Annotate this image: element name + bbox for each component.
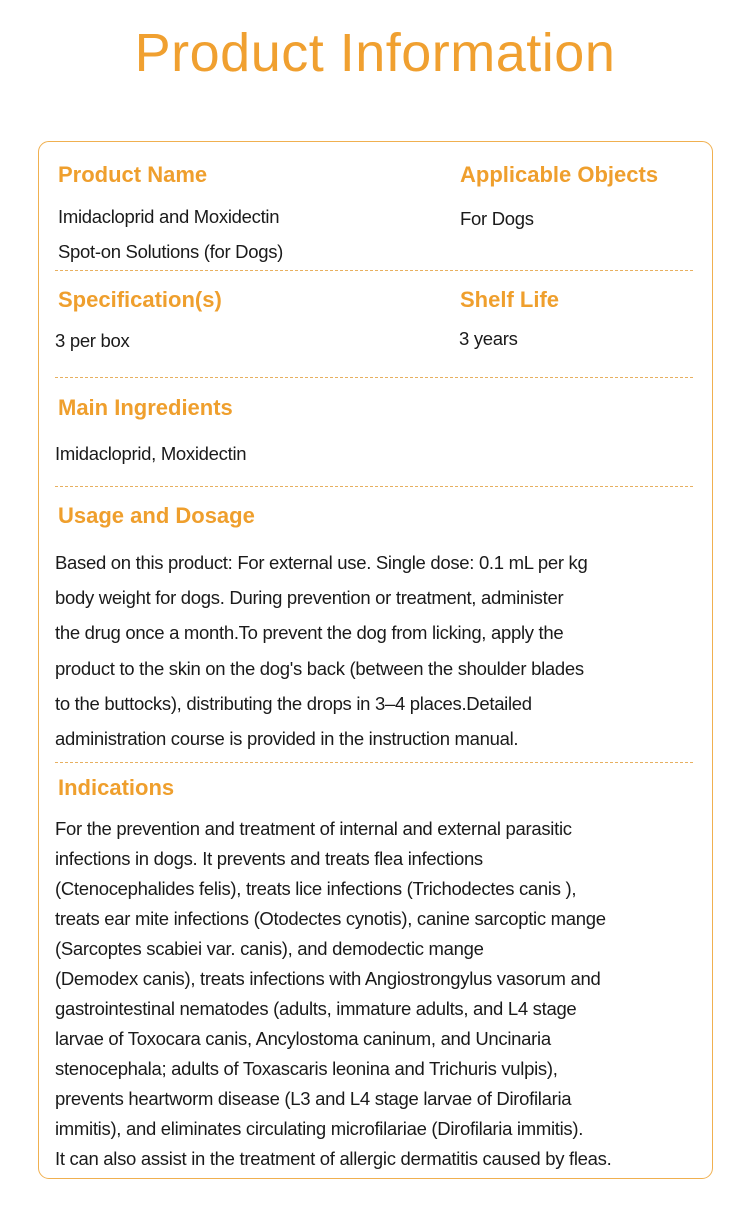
product-name-value: [58, 199, 283, 269]
specifications-value: 3 per box: [55, 330, 130, 351]
text-line: administration course is provided in the instruction manual.: [55, 728, 519, 750]
text-line: prevents heartworm disease (L3 and L4 stage larvae of Dirofilaria: [55, 1088, 572, 1109]
applicable-objects-label: Applicable Objects: [460, 162, 659, 187]
divider: [55, 762, 693, 763]
text-line: (Ctenocephalides felis), treats lice infections (Trichodectes canis ),: [55, 878, 577, 899]
specifications-label: Specification(s): [58, 287, 222, 312]
text-line: treats ear mite infections (Otodectes cynotis), canine sarcoptic mange: [55, 908, 606, 929]
divider: [55, 377, 693, 378]
text-line: Spot-on Solutions (for Dogs): [58, 241, 284, 262]
text-line: (Demodex canis), treats infections with Angiostrongylus vasorum and: [55, 968, 601, 989]
usage-label: Usage and Dosage: [58, 503, 255, 528]
main-ingredients-value: Imidacloprid, Moxidectin: [55, 443, 247, 464]
text-line: the drug once a month.To prevent the dog from licking, apply the: [55, 622, 564, 644]
shelf-life-label: Shelf Life: [460, 287, 560, 312]
indications-text: [55, 814, 611, 1174]
text-line: Imidacloprid and Moxidectin: [58, 206, 280, 227]
product-name-label: Product Name: [58, 162, 208, 187]
applicable-objects-value: For Dogs: [460, 208, 534, 229]
text-line: It can also assist in the treatment of allergic dermatitis caused by fleas.: [55, 1148, 612, 1169]
shelf-life-value: 3 years: [459, 328, 518, 349]
text-line: body weight for dogs. During prevention or treatment, administer: [55, 587, 564, 609]
divider: [55, 486, 693, 487]
main-ingredients-label: Main Ingredients: [58, 395, 233, 420]
text-line: gastrointestinal nematodes (adults, immature adults, and L4 stage: [55, 998, 577, 1019]
usage-text: [55, 545, 587, 756]
text-line: (Sarcoptes scabiei var. canis), and demodectic mange: [55, 938, 484, 959]
text-line: Based on this product: For external use. Single dose: 0.1 mL per kg: [55, 552, 588, 573]
text-line: to the buttocks), distributing the drops in 3–4 places.Detailed: [55, 692, 532, 714]
text-line: product to the skin on the dog's back (between the shoulder blades: [55, 657, 584, 679]
page-title: Product Information: [134, 23, 616, 83]
text-line: For the prevention and treatment of internal and external parasitic: [55, 818, 572, 839]
text-line: infections in dogs. It prevents and treats flea infections: [55, 848, 483, 869]
text-line: stenocephala; adults of Toxascaris leonina and Trichuris vulpis),: [55, 1058, 558, 1079]
divider: [55, 270, 693, 271]
text-line: larvae of Toxocara canis, Ancylostoma caninum, and Uncinaria: [55, 1028, 551, 1049]
indications-label: Indications: [58, 775, 175, 800]
text-line: immitis), and eliminates circulating microfilariae (Dirofilaria immitis).: [55, 1118, 584, 1139]
